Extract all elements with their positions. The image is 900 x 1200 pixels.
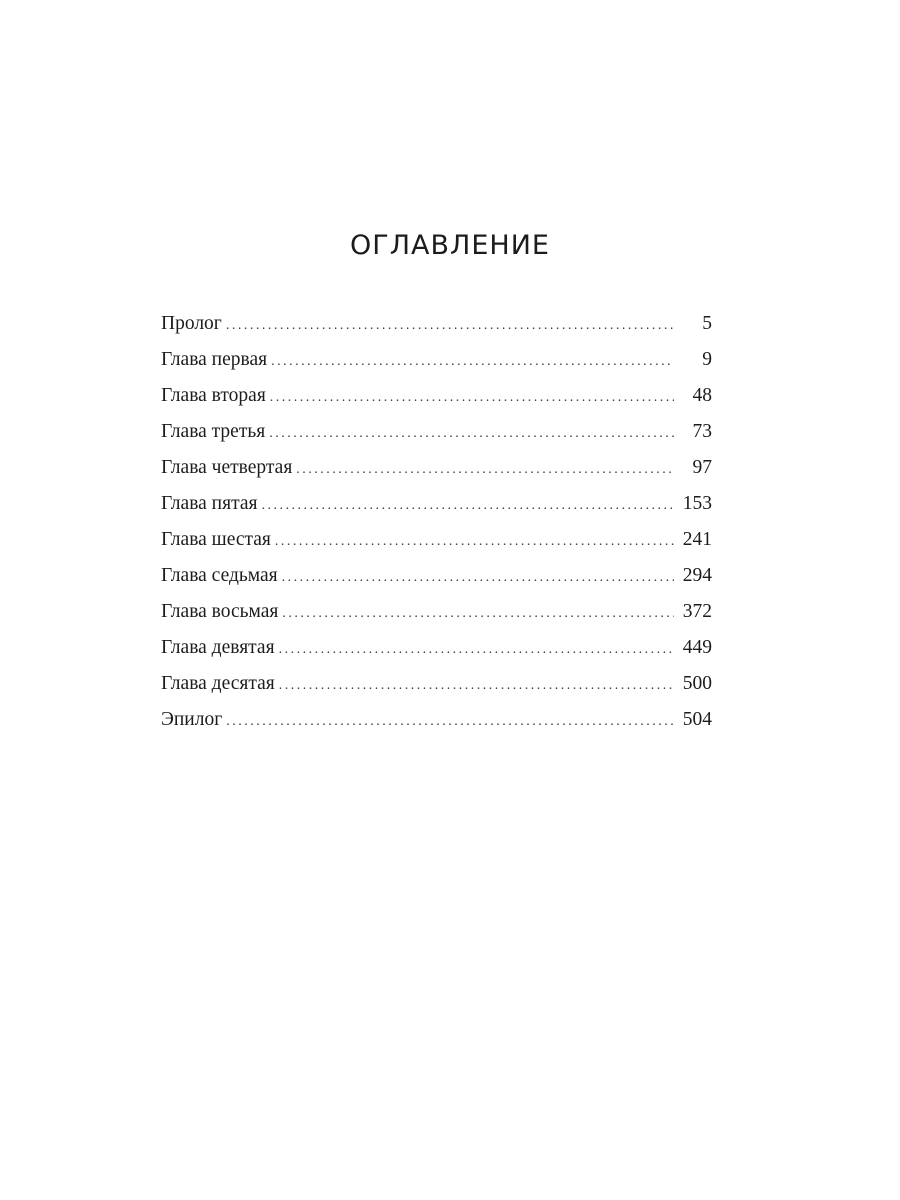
dot-leader [226, 704, 674, 740]
toc-entry-page: 504 [682, 709, 712, 730]
toc-entry [161, 666, 712, 702]
toc-entry-label: Глава шестая [161, 529, 271, 550]
dot-leader [226, 308, 674, 344]
dot-leader [261, 488, 674, 524]
dot-leader [270, 380, 674, 416]
toc-entry-page: 449 [682, 637, 712, 658]
toc-entry-label: Глава седьмая [161, 565, 278, 586]
toc-entry-page: 73 [692, 421, 712, 442]
dot-leader [282, 596, 674, 632]
toc-entry-label: Глава десятая [161, 673, 275, 694]
page-title: ОГЛАВЛЕНИЕ [350, 230, 550, 261]
toc-entry [161, 594, 712, 630]
toc-entry-page: 500 [682, 673, 712, 694]
toc-entry-page: 241 [682, 529, 712, 550]
dot-leader [279, 632, 674, 668]
toc-entry-label: Эпилог [161, 709, 223, 730]
toc-entry-label: Глава четвертая [161, 457, 293, 478]
toc-entry-page: 97 [692, 457, 712, 478]
toc-entry-page: 372 [682, 601, 712, 622]
toc-entry [161, 342, 712, 378]
toc-entry-page: 294 [682, 565, 712, 586]
toc-entry-label: Глава вторая [161, 385, 266, 406]
dot-leader [296, 452, 674, 488]
toc-entry [161, 522, 712, 558]
toc-entry [161, 450, 712, 486]
toc-entry [161, 558, 712, 594]
toc-entry-page: 153 [682, 493, 712, 514]
toc-entry-label: Пролог [161, 313, 222, 334]
dot-leader [269, 416, 674, 452]
toc-entry [161, 630, 712, 666]
toc-entry [161, 414, 712, 450]
table-of-contents [161, 306, 712, 738]
toc-entry-label: Глава первая [161, 349, 268, 370]
toc-entry [161, 486, 712, 522]
dot-leader [275, 524, 674, 560]
toc-entry [161, 378, 712, 414]
toc-entry [161, 306, 712, 342]
toc-entry-label: Глава девятая [161, 637, 275, 658]
toc-entry-label: Глава пятая [161, 493, 258, 514]
toc-entry-page: 9 [702, 349, 712, 370]
dot-leader [282, 560, 674, 596]
toc-entry-page: 48 [692, 385, 712, 406]
dot-leader [279, 668, 674, 704]
toc-entry-label: Глава третья [161, 421, 266, 442]
dot-leader [271, 344, 674, 380]
toc-entry-page: 5 [702, 313, 712, 334]
toc-entry-label: Глава восьмая [161, 601, 279, 622]
toc-entry [161, 702, 712, 738]
